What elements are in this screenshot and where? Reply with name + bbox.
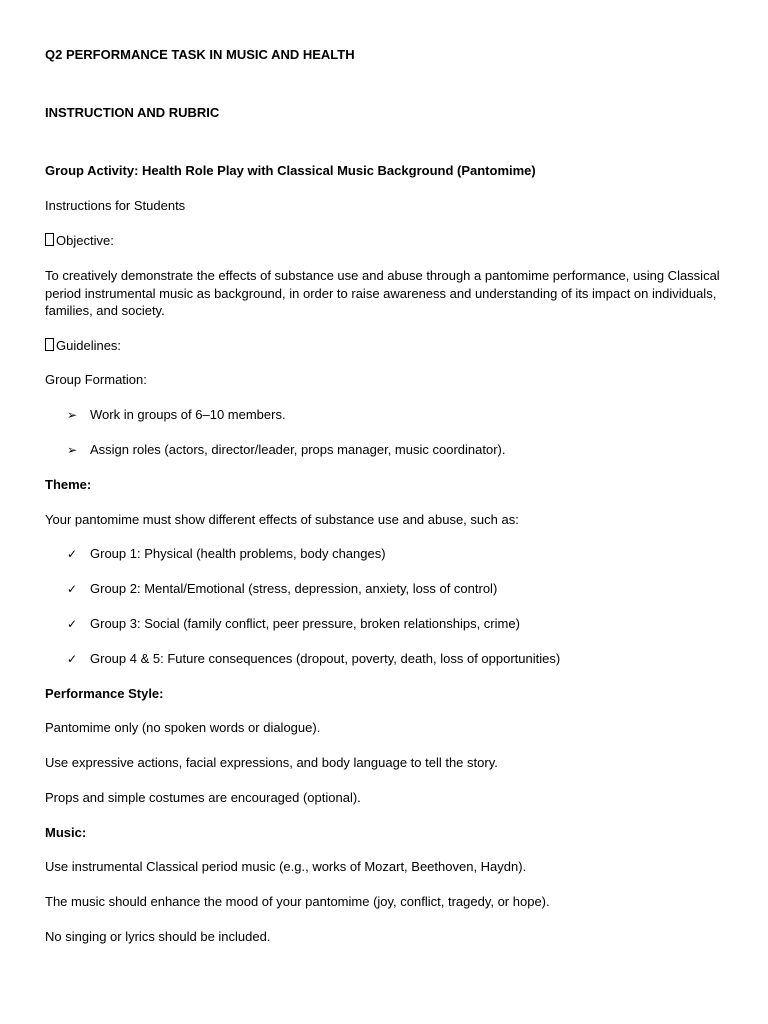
check-bullet-icon: ✓ xyxy=(67,582,78,596)
document-subtitle: INSTRUCTION AND RUBRIC xyxy=(45,105,220,120)
list-item xyxy=(67,580,497,598)
performance-line: Props and simple costumes are encouraged (optional). xyxy=(45,790,361,805)
arrow-bullet-icon: ➢ xyxy=(67,443,78,457)
activity-heading: Group Activity: Health Role Play with Classical Music Background (Pantomime) xyxy=(45,163,536,178)
list-item-text: Group 3: Social (family conflict, peer pressure, broken relationships, crime) xyxy=(90,616,520,631)
guidelines-heading xyxy=(45,337,121,355)
document-title: Q2 PERFORMANCE TASK IN MUSIC AND HEALTH xyxy=(45,47,355,62)
performance-line: Pantomime only (no spoken words or dialogue). xyxy=(45,720,321,735)
check-bullet-icon: ✓ xyxy=(67,617,78,631)
list-item-text: Assign roles (actors, director/leader, props manager, music coordinator). xyxy=(90,442,506,457)
theme-heading: Theme: xyxy=(45,477,92,492)
list-item-text: Group 1: Physical (health problems, body changes) xyxy=(90,546,386,561)
objective-heading xyxy=(45,232,114,250)
list-item xyxy=(67,406,286,424)
performance-style-heading: Performance Style: xyxy=(45,686,164,701)
instructions-heading: Instructions for Students xyxy=(45,198,186,213)
list-item-text: Work in groups of 6–10 members. xyxy=(90,407,286,422)
list-item xyxy=(67,441,505,459)
music-line: Use instrumental Classical period music (e.g., works of Mozart, Beethoven, Haydn). xyxy=(45,859,527,874)
music-line: The music should enhance the mood of your pantomime (joy, conflict, tragedy, or hope). xyxy=(45,894,550,909)
theme-intro: Your pantomime must show different effects of substance use and abuse, such as: xyxy=(45,512,519,527)
objective-label: Objective: xyxy=(56,233,114,248)
list-item-text: Group 2: Mental/Emotional (stress, depression, anxiety, loss of control) xyxy=(90,581,498,596)
list-item xyxy=(67,615,520,633)
group-formation-heading: Group Formation: xyxy=(45,372,147,387)
performance-line: Use expressive actions, facial expressions, and body language to tell the story. xyxy=(45,755,498,770)
music-heading: Music: xyxy=(45,825,87,840)
list-item-text: Group 4 & 5: Future consequences (dropout, poverty, death, loss of opportunities) xyxy=(90,651,561,666)
objective-text: To creatively demonstrate the effects of substance use and abuse through a pantomime performance, using Classical period instrumental music as background, in order to raise awareness and understanding of its impact on individuals, families, and society. xyxy=(45,268,720,318)
music-line: No singing or lyrics should be included. xyxy=(45,929,271,944)
missing-glyph-icon xyxy=(45,338,54,351)
list-item xyxy=(67,545,386,563)
check-bullet-icon: ✓ xyxy=(67,652,78,666)
arrow-bullet-icon: ➢ xyxy=(67,408,78,422)
missing-glyph-icon xyxy=(45,233,54,246)
check-bullet-icon: ✓ xyxy=(67,547,78,561)
guidelines-label: Guidelines: xyxy=(56,338,122,353)
list-item xyxy=(67,650,560,668)
